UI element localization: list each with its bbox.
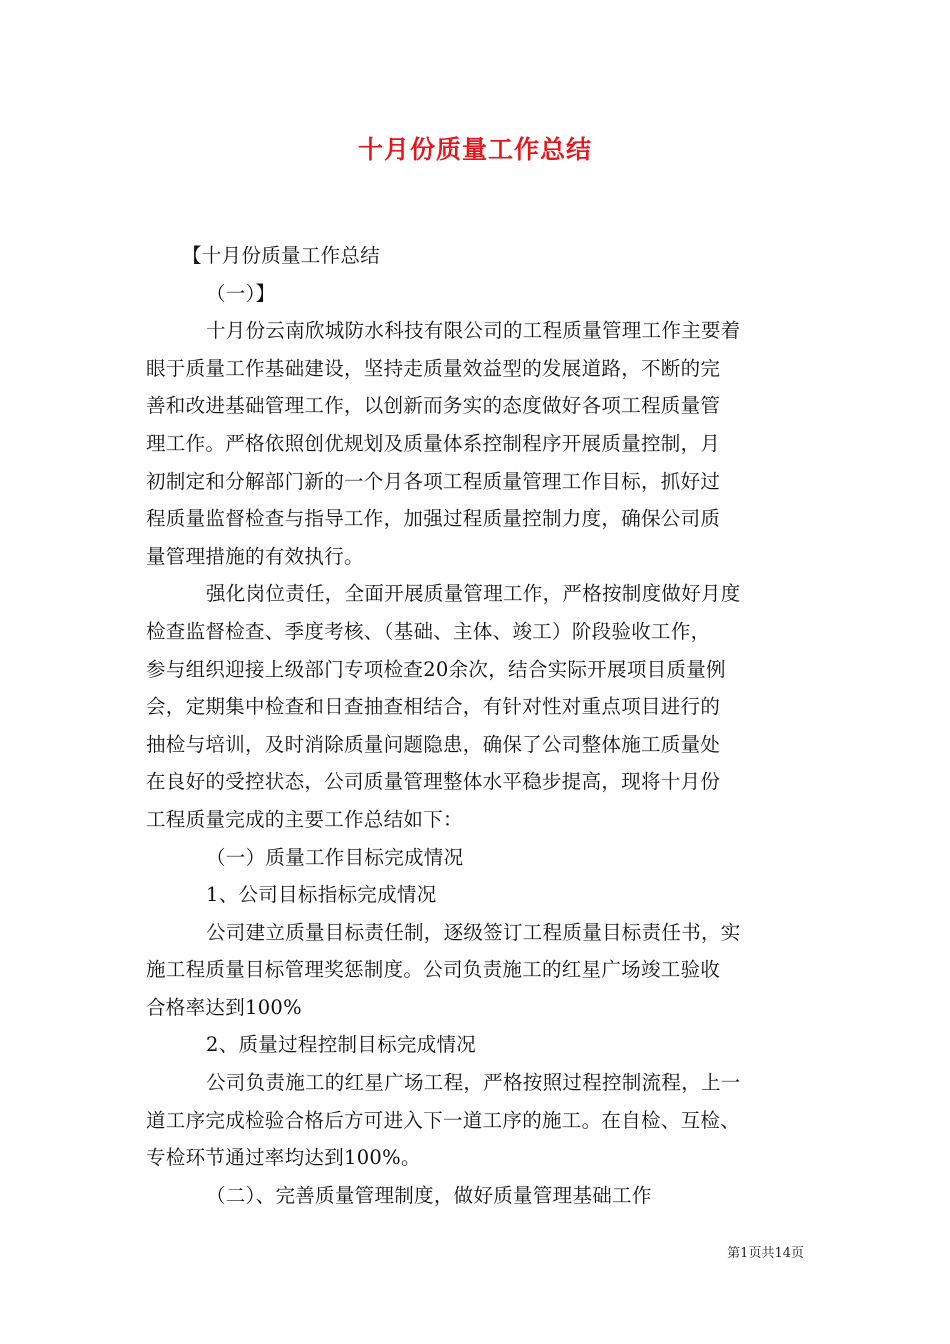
page-title: 十月份质量工作总结 — [357, 135, 592, 164]
text-line: 专检环节通过率均达到100%。 — [146, 1146, 421, 1170]
text-line: 程质量监督检查与指导工作，加强过程质量控制力度，确保公司质 — [146, 507, 721, 531]
text-line: （二）、完善质量管理制度，做好质量管理基础工作 — [206, 1183, 652, 1207]
text-line: 初制定和分解部门新的一个月各项工程质量管理工作目标，抓好过 — [146, 469, 721, 493]
text-line: 施工程质量目标管理奖惩制度。公司负责施工的红星广场竣工验收 — [146, 958, 721, 982]
text-line: 眼于质量工作基础建设，坚持走质量效益型的发展道路，不断的完 — [146, 356, 721, 380]
text-line: （一）质量工作目标完成情况 — [206, 845, 464, 869]
text-line: 善和改进基础管理工作，以创新而务实的态度做好各项工程质量管 — [146, 394, 721, 418]
document-body — [146, 237, 810, 1214]
text-line: 检查监督检查、季度考核、（基础、主体、竣工）阶段验收工作， — [146, 619, 711, 643]
text-line: 十月份云南欣城防水科技有限公司的工程质量管理工作主要着 — [206, 319, 741, 343]
text-line: 合格率达到100% — [146, 995, 302, 1019]
text-line: 在良好的受控状态，公司质量管理整体水平稳步提高，现将十月份 — [146, 770, 721, 794]
text-line: 量管理措施的有效执行。 — [146, 544, 364, 568]
text-line: 公司负责施工的红星广场工程，严格按照过程控制流程，上一 — [206, 1071, 741, 1095]
text-line: 【十月份质量工作总结 — [182, 244, 381, 267]
text-line: 1、公司目标指标完成情况 — [206, 883, 437, 907]
text-line: 道工序完成检验合格后方可进入下一道工序的施工。在自检、互检、 — [146, 1108, 741, 1132]
page-footer: 第1页共14页 — [727, 1246, 804, 1261]
text-line: 会，定期集中检查和日查抽查相结合，有针对性对重点项目进行的 — [146, 695, 721, 719]
text-line: 2、质量过程控制目标完成情况 — [206, 1033, 477, 1057]
text-line: 理工作。严格依照创优规划及质量体系控制程序开展质量控制，月 — [146, 431, 721, 455]
text-line: （一）】 — [206, 281, 276, 305]
text-line: 抽检与培训，及时消除质量问题隐患，确保了公司整体施工质量处 — [146, 732, 721, 756]
text-line: 公司建立质量目标责任制，逐级签订工程质量目标责任书，实 — [206, 920, 741, 944]
text-line: 强化岗位责任，全面开展质量管理工作，严格按制度做好月度 — [206, 582, 741, 606]
text-line: 参与组织迎接上级部门专项检查20余次，结合实际开展项目质量例 — [146, 657, 726, 681]
text-line: 工程质量完成的主要工作总结如下： — [146, 807, 463, 831]
